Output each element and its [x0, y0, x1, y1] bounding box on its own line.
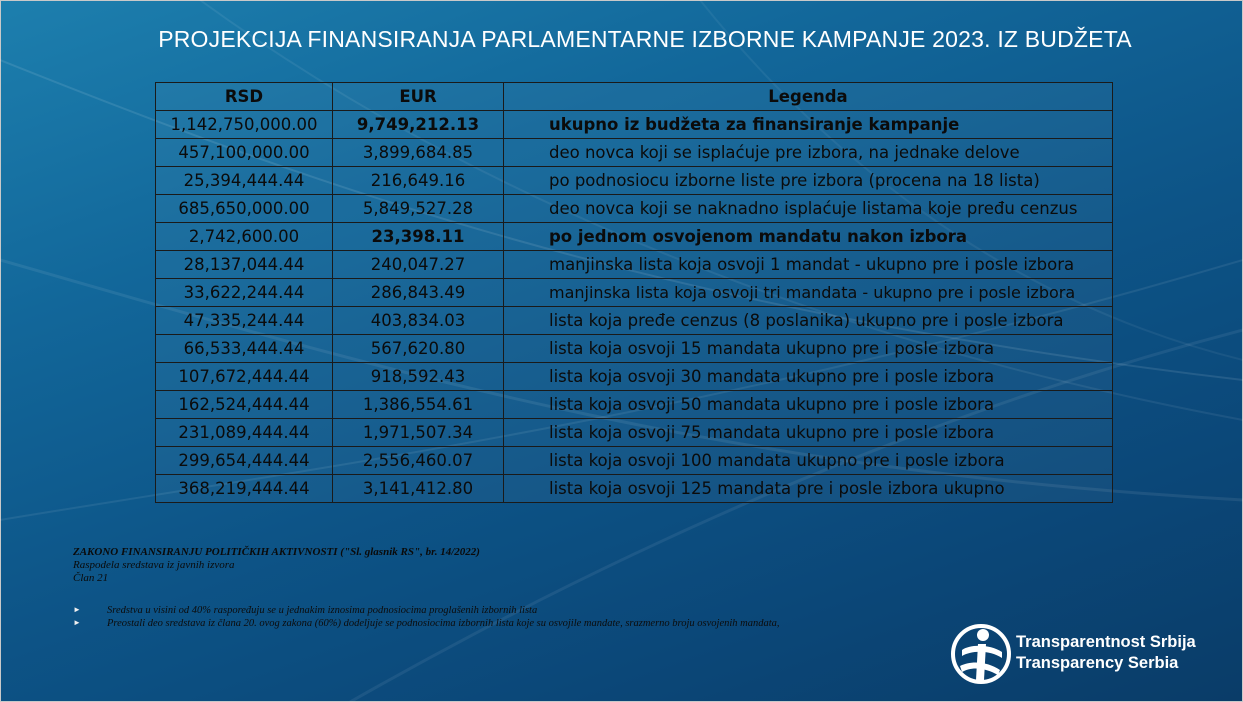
table-row: [156, 223, 1113, 251]
table-row: [156, 195, 1113, 223]
table-row: [156, 447, 1113, 475]
cell-eur: 403,834.03: [333, 307, 504, 335]
cell-legend: po podnosiocu izborne liste pre izbora (procena na 18 lista): [504, 167, 1113, 195]
cell-legend: deo novca koji se isplaćuje pre izbora, na jednake delove: [504, 139, 1113, 167]
table-row: [156, 139, 1113, 167]
cell-legend: lista koja osvoji 50 mandata ukupno pre i posle izbora: [504, 391, 1113, 419]
financing-table: [155, 82, 1113, 503]
page-title: PROJEKCIJA FINANSIRANJA PARLAMENTARNE IZBORNE KAMPANJE 2023. IZ BUDŽETA: [158, 26, 1132, 52]
cell-rsd: 66,533,444.44: [156, 335, 333, 363]
logo-line-english: Transparency Serbia: [1016, 654, 1179, 672]
cell-eur: 9,749,212.13: [333, 111, 504, 139]
table-row: [156, 279, 1113, 307]
cell-eur: 2,556,460.07: [333, 447, 504, 475]
table-row: [156, 167, 1113, 195]
cell-rsd: 2,742,600.00: [156, 223, 333, 251]
transparency-serbia-logo: [950, 622, 1220, 688]
table-row: [156, 419, 1113, 447]
cell-eur: 1,386,554.61: [333, 391, 504, 419]
law-title: ZAKONO FINANSIRANJU POLITIČKIH AKTIVNOSTI ("Sl. glasnik RS", br. 14/2022): [73, 546, 480, 558]
cell-legend: deo novca koji se naknadno isplaćuje listama koje pređu cenzus: [504, 195, 1113, 223]
cell-eur: 3,141,412.80: [333, 475, 504, 503]
cell-rsd: 107,672,444.44: [156, 363, 333, 391]
cell-legend: lista koja osvoji 30 mandata ukupno pre i posle izbora: [504, 363, 1113, 391]
cell-legend: lista koja osvoji 15 mandata ukupno pre i posle izbora: [504, 335, 1113, 363]
cell-rsd: 231,089,444.44: [156, 419, 333, 447]
table-header-row: [156, 83, 1113, 111]
cell-eur: 23,398.11: [333, 223, 504, 251]
law-subtitle: Raspodela sredstava iz javnih izvora: [73, 559, 235, 571]
cell-legend: lista koja osvoji 75 mandata ukupno pre i posle izbora: [504, 419, 1113, 447]
header-eur: EUR: [333, 83, 504, 111]
cell-legend: lista koja pređe cenzus (8 poslanika) ukupno pre i posle izbora: [504, 307, 1113, 335]
bullet-text: Sredstva u visini od 40% raspoređuju se u jednakim iznosima podnosiocima proglašenih izbornih lista: [107, 605, 538, 616]
cell-rsd: 33,622,244.44: [156, 279, 333, 307]
table-row: [156, 475, 1113, 503]
cell-legend: po jednom osvojenom mandatu nakon izbora: [504, 223, 1113, 251]
cell-rsd: 28,137,044.44: [156, 251, 333, 279]
cell-eur: 1,971,507.34: [333, 419, 504, 447]
cell-rsd: 47,335,244.44: [156, 307, 333, 335]
cell-rsd: 162,524,444.44: [156, 391, 333, 419]
triangle-bullet-icon: ►: [73, 618, 81, 627]
cell-eur: 216,649.16: [333, 167, 504, 195]
cell-rsd: 1,142,750,000.00: [156, 111, 333, 139]
logo-text: [1016, 632, 1196, 674]
cell-rsd: 299,654,444.44: [156, 447, 333, 475]
cell-eur: 5,849,527.28: [333, 195, 504, 223]
cell-eur: 286,843.49: [333, 279, 504, 307]
triangle-bullet-icon: ►: [73, 605, 81, 614]
logo-line-serbian: Transparentnost Srbija: [1016, 633, 1196, 651]
cell-legend: lista koja osvoji 125 mandata pre i posle izbora ukupno: [504, 475, 1113, 503]
law-reference: [73, 546, 480, 585]
table-row: [156, 391, 1113, 419]
cell-legend: manjinska lista koja osvoji 1 mandat - ukupno pre i posle izbora: [504, 251, 1113, 279]
law-article: Član 21: [73, 572, 109, 584]
table-row: [156, 335, 1113, 363]
cell-eur: 240,047.27: [333, 251, 504, 279]
table-row: [156, 307, 1113, 335]
cell-eur: 3,899,684.85: [333, 139, 504, 167]
cell-rsd: 685,650,000.00: [156, 195, 333, 223]
header-rsd: RSD: [156, 83, 333, 111]
cell-legend: ukupno iz budžeta za finansiranje kampanje: [504, 111, 1113, 139]
cell-legend: lista koja osvoji 100 mandata ukupno pre i posle izbora: [504, 447, 1113, 475]
cell-eur: 567,620.80: [333, 335, 504, 363]
transparency-globe-icon: [950, 622, 1012, 684]
table-row: [156, 251, 1113, 279]
header-legend: Legenda: [504, 83, 1113, 111]
cell-legend: manjinska lista koja osvoji tri mandata - ukupno pre i posle izbora: [504, 279, 1113, 307]
cell-rsd: 25,394,444.44: [156, 167, 333, 195]
cell-rsd: 457,100,000.00: [156, 139, 333, 167]
table-row: [156, 111, 1113, 139]
cell-rsd: 368,219,444.44: [156, 475, 333, 503]
table-row: [156, 363, 1113, 391]
cell-eur: 918,592.43: [333, 363, 504, 391]
bullet-text: Preostali deo sredstava iz člana 20. ovog zakona (60%) dodeljuje se podnosiocima izbornih lista koje su osvojile mandate, srazmerno broju osvojenih mandata,: [107, 618, 780, 629]
